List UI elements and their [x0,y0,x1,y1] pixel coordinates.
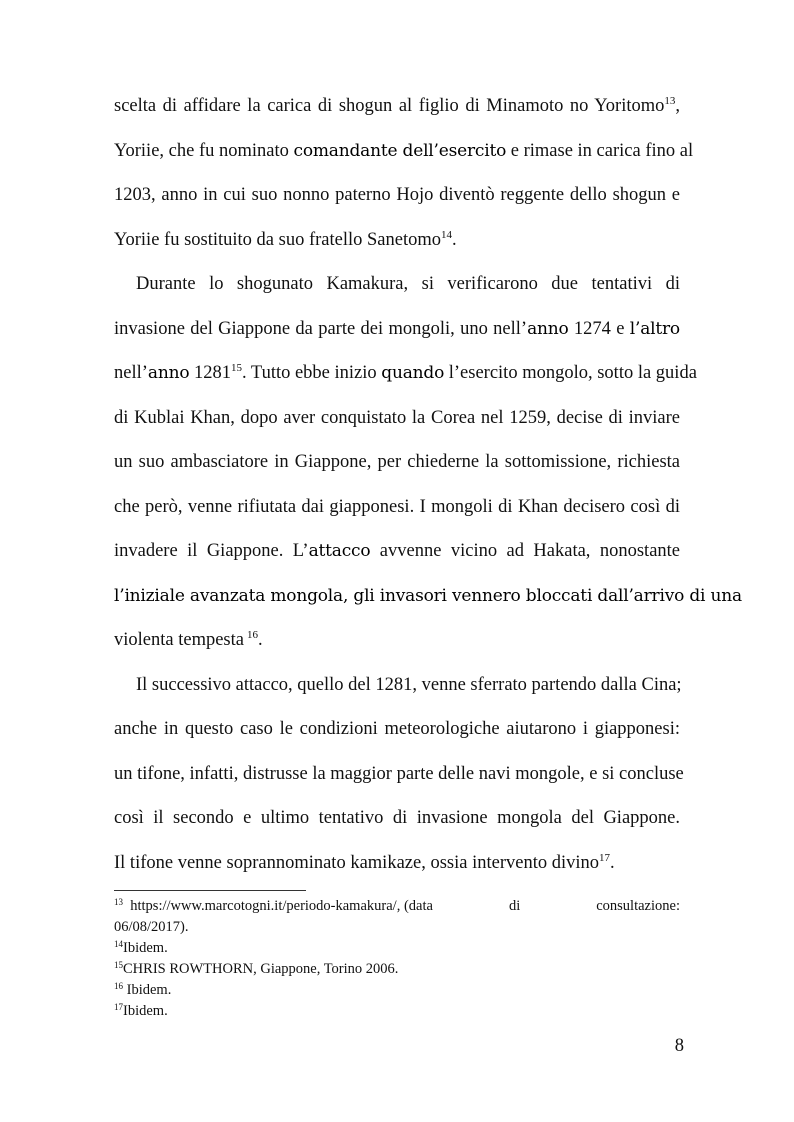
text-line: Yoriie, che fu nominato comandante dell’esercito e rimase in carica fino al [114,140,694,161]
footnote-number: 13 [114,897,123,907]
footnotes [114,896,680,1022]
text-line [114,574,742,619]
highlighted-text: quando [381,363,445,383]
text-line: anche in questo caso le condizioni meteorologiche aiutarono i giapponesi: [114,719,680,739]
footnote-link[interactable]: https://www.marcotogni.it/periodo-kamakura/, (data [130,898,433,914]
text-line: invadere il Giappone. L’attacco avvenne vicino ad Hakata, nonostante [114,541,680,561]
text-line: di Kublai Khan, dopo aver conquistato la Corea nel 1259, decise di inviare [114,407,680,428]
footnote-text: consultazione: [596,898,680,914]
text-line: Durante lo shogunato Kamakura, si verificarono due tentativi di [136,274,680,294]
body-text [114,84,742,885]
footnote-text: Ibidem. [123,940,168,956]
footnote-text: Ibidem. [123,1003,168,1019]
text-line: nell’anno 1281$^{15}$. Tutto ebbe inizio quando l’esercito mongolo, sotto la guida [114,362,697,383]
footnote-ref-14[interactable]: 14 [440,228,452,241]
paragraph-1 [114,84,694,262]
footnote-ref-16[interactable]: 16 [246,629,258,641]
page-number: 8 [674,1036,684,1056]
highlighted-text: anno [527,318,569,339]
text-line: un tifone, infatti, distrusse la maggior parte delle navi mongole, e si concluse [114,763,684,784]
footnote-ref-17[interactable]: 17 [598,851,610,864]
highlighted-text: comandante dell’esercito [293,140,507,161]
text-line: che però, venne rifiutata dai giapponesi. I mongoli di Khan decisero così di [114,496,680,517]
footnote-ref-15[interactable]: 15 [231,362,242,374]
text-line: Yoriie fu sostituito da suo fratello Sanetomo$^{14}$. [114,228,457,250]
text-line: 1203, anno in cui suo nonno paterno Hojo diventò reggente dello shogun e [114,185,680,205]
paragraph-2 [114,262,742,663]
paragraph-3 [114,663,684,886]
footnote-14 [114,938,680,959]
footnote-text: Ibidem. [123,982,172,998]
footnote-17 [114,1001,680,1022]
footnote-text: CHRIS ROWTHORN, Giappone, Torino 2006. [123,961,399,977]
text-line: violenta tempesta $^{16}$. [114,629,263,650]
footnote-16 [114,980,680,1001]
highlighted-text: anno [147,363,190,383]
text-line: invasione del Giappone da parte dei mongoli, uno nell’anno 1274 e l’altro [114,318,680,339]
footnote-13 [114,896,680,938]
footnote-number: 16 [114,981,123,991]
text-line: così il secondo e ultimo tentativo di invasione mongola del Giappone. [114,808,680,828]
footnote-text: di [508,898,521,914]
text-line: Il successivo attacco, quello del 1281, venne sferrato partendo dalla Cina; [136,674,682,695]
footnote-15 [114,959,680,980]
highlighted-text: l’altro [629,318,680,339]
footnote-number: 17 [114,1002,123,1012]
highlighted-text: l’iniziale avanzata mongola, gli invasori vennero bloccati dall’arrivo di una [114,585,742,606]
text-line: un suo ambasciatore in Giappone, per chiederne la sottomissione, richiesta [114,452,680,472]
footnote-number: 14 [114,939,123,949]
text-line: scelta di affidare la carica di shogun al figlio di Minamoto no Yoritomo$^{13}$, [114,95,680,116]
text-line: Il tifone venne soprannominato kamikaze, ossia intervento divino$^{17}$. [114,851,615,873]
footnote-ref-13[interactable]: 13 [664,95,676,107]
footnote-separator [114,890,306,891]
footnote-number: 15 [114,960,123,970]
footnote-text: 06/08/2017). [114,919,189,935]
highlighted-text: attacco [308,541,371,561]
